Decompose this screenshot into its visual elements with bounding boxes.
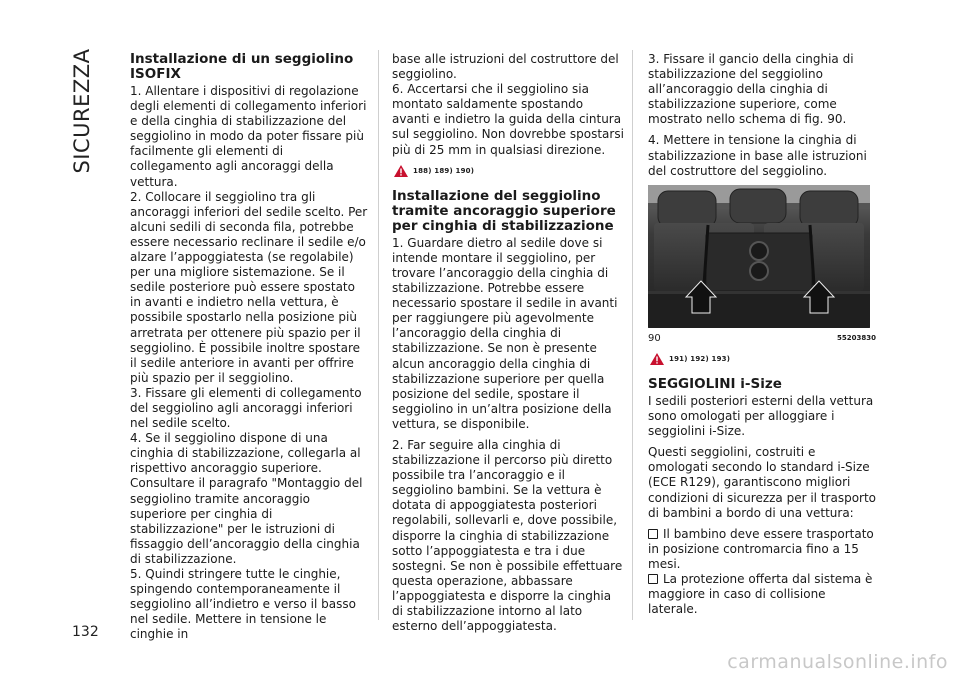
figure-number: 90 [648,332,661,344]
heading-isofix: Installazione di un seggiolino ISOFIX [130,51,354,82]
heading-i-size: SEGGIOLINI i-Size [648,375,782,392]
warning-refs: 188) 189) 190) [413,166,475,175]
bullet-item: Il bambino deve essere trasportato in posizione contromarcia fino a 15 mesi. [648,526,874,571]
heading-top-tether: Installazione del seggiolino tramite ancoraggio superiore per cinghia di stabilizzazione [392,187,616,234]
step-6: 6. Accertarsi che il seggiolino sia montato saldamente spostando avanti e indietro la guida della cintura sul seggiolino. Non dovrebbe spostarsi più di 25 mm in qualsiasi direzione. [392,82,624,157]
figure-caption [648,331,876,346]
figure-90-photo [648,185,870,328]
warning-refs: 191) 192) 193) [669,354,731,363]
tether-step-3: 3. Fissare il gancio della cinghia di stabilizzazione del seggiolino all’ancoraggio della cinghia di stabilizzazione superiore, come mostrato nello schema di fig. 90. [648,52,854,127]
tether-step-4: 4. Mettere in tensione la cinghia di stabilizzazione in base alle istruzioni del costruttore del seggiolino. [648,133,867,178]
step-1: 1. Allentare i dispositivi di regolazione degli elementi di collegamento inferiori e della cinghia di stabilizzazione del seggiolino in modo da poter fissare più facilmente gli elementi di collegamento agli ancoraggi della vettura. [130,84,367,189]
bullet-item: La protezione offerta dal sistema è maggiore in caso di collisione laterale. [648,571,873,617]
tether-step-2: 2. Far seguire alla cinghia di stabilizzazione il percorso più diretto possibile tra l’ancoraggio e il seggiolino bambini. Se la vettura è dotata di appoggiatesta posteriori regolabili, sollevarli e, dove possibile, disporre la cinghia di stabilizzazione sotto l’appoggiatesta e tra i due sostegni. Se non è possibile effettuare questa operazione, abbassare l’appoggiatesta e disporre la cinghia di stabilizzazione intorno al lato esterno dell’appoggiatesta. [392,437,623,634]
i-size-intro: I sedili posteriori esterni della vettura sono omologati per alloggiare i seggiolini i-Size. [648,393,874,439]
column-3 [648,52,876,617]
step-5: 5. Quindi stringere tutte le cinghie, spingendo contemporaneamente il seggiolino all’indietro e verso il basso nel sedile. Mettere in tensione le cinghie in [130,567,356,642]
section-side-title [62,46,102,176]
warning-triangle-icon [394,165,408,177]
step-4: 4. Se il seggiolino dispone di una cinghia di stabilizzazione, collegarla al rispettivo ancoraggio superiore. Consultare il paragrafo "Montaggio del seggiolino tramite ancoraggio superiore per cinghia di stabilizzazione" per le istruzioni di fissaggio dell’ancoraggio della cinghia di stabilizzazione. [130,431,363,566]
section-side-title-text: SICUREZZA [70,48,94,174]
rear-seat-anchor-illustration [648,185,870,328]
warning-reference [650,352,876,367]
warning-reference [394,164,624,179]
i-size-standard: Questi seggiolini, costruiti e omologati secondo lo standard i-Size (ECE R129), garantiscono migliori condizioni di sicurezza per il trasporto di bambini a bordo di una vettura: [648,445,877,520]
page-number: 132 [72,624,99,640]
watermark: carmanualsonline.info [727,651,948,673]
step-3: 3. Fissare gli elementi di collegamento del seggiolino agli ancoraggi inferiori nel sedile scelto. [130,385,362,431]
checkbox-bullet-icon [648,529,658,539]
checkbox-bullet-icon [648,574,658,584]
column-divider [632,50,633,620]
step-5-continued: base alle istruzioni del costruttore del seggiolino. [392,52,619,82]
column-1 [130,52,368,642]
step-2: 2. Collocare il seggiolino tra gli ancoraggi inferiori del sedile scelto. Per alcuni sedili di seconda fila, potrebbe essere necessario reclinare il sedile e/o alzare l’appoggiatesta (se regolabile) per una migliore sistemazione. Se il sedile posteriore può essere spostato in avanti e indietro nella vettura, è possibile spostarlo nella posizione più arretrata per ottenere più spazio per il seggiolino. È possibile inoltre spostare il sedile anteriore in avanti per offrire più spazio per il seggiolino. [130,189,368,385]
figure-code: 55203830 [837,333,876,342]
column-2 [392,52,624,640]
tether-step-1: 1. Guardare dietro al sedile dove si intende montare il seggiolino, per trovare l’ancoraggio della cinghia di stabilizzazione. Potrebbe essere necessario spostare il sedile in avanti per raggiungere più agevolmente l’ancoraggio della cinghia di stabilizzazione. Se non è presente alcun ancoraggio della cinghia di stabilizzazione superiore per quella posizione del sedile, spostare il seggiolino in un’altra posizione della vettura, se disponibile. [392,235,618,431]
warning-triangle-icon [650,353,664,365]
column-divider [378,50,379,620]
